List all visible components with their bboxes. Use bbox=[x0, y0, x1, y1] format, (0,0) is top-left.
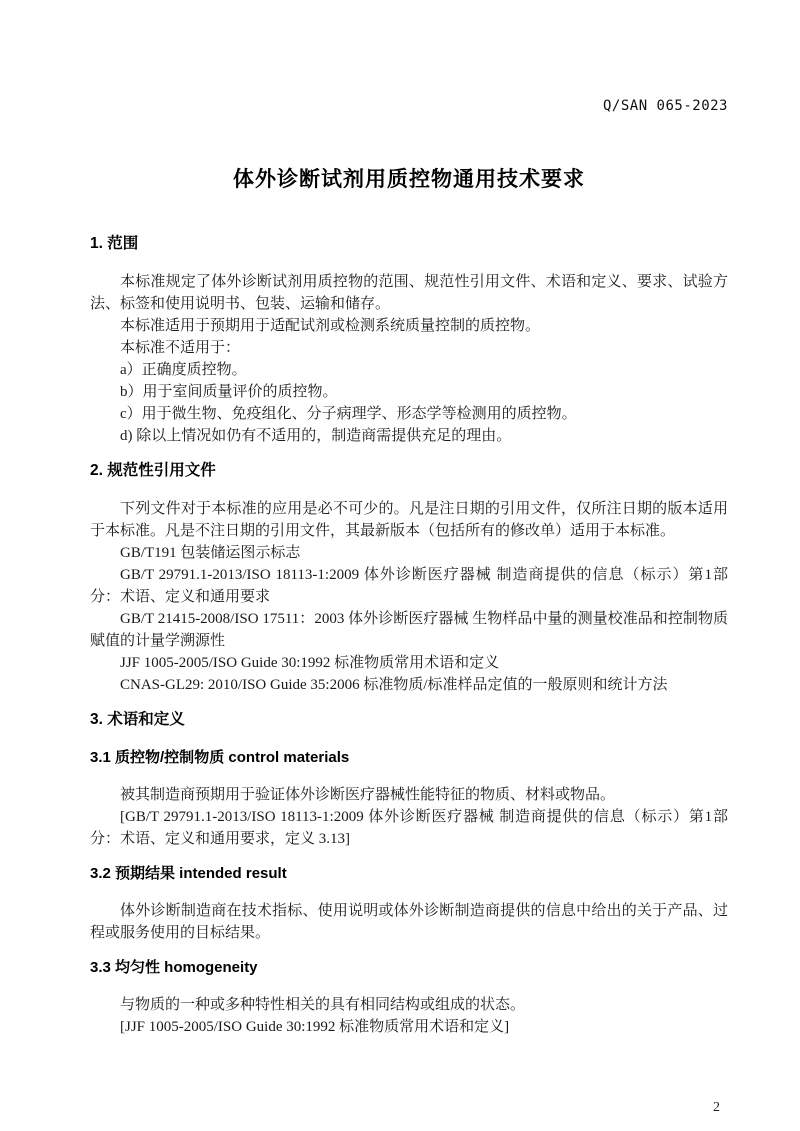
section-heading-normative-references: 2. 规范性引用文件 bbox=[90, 462, 216, 479]
reference-item: JJF 1005-2005/ISO Guide 30:1992 标准物质常用术语和定义 bbox=[120, 655, 500, 671]
paragraph: 本标准不适用于： bbox=[120, 340, 241, 356]
document-number: Q/SAN 065-2023 bbox=[602, 98, 728, 114]
reference-item: GB/T 29791.1-2013/ISO 18113-1:2009 体外诊断医疗器械 制造商提供的信息（标示）第1部分：术语、定义和通用要求 bbox=[90, 567, 728, 605]
subsection-heading-control-materials: 3.1 质控物/控制物质 control materials bbox=[90, 749, 350, 766]
subsection-heading-intended-result: 3.2 预期结果 intended result bbox=[90, 865, 287, 882]
section-heading-terms-definitions: 3. 术语和定义 bbox=[90, 711, 185, 728]
paragraph: 被其制造商预期用于验证体外诊断医疗器械性能特征的物质、材料或物品。 bbox=[120, 787, 616, 803]
reference-item: CNAS-GL29: 2010/ISO Guide 35:2006 标准物质/标准样品定值的一般原则和统计方法 bbox=[120, 677, 668, 693]
paragraph: [JJF 1005-2005/ISO Guide 30:1992 标准物质常用术语和定义] bbox=[120, 1019, 510, 1035]
reference-item: GB/T 21415-2008/ISO 17511：2003 体外诊断医疗器械 生物样品中量的测量校准品和控制物质赋值的计量学溯源性 bbox=[90, 611, 728, 649]
page-number: 2 bbox=[713, 1100, 720, 1115]
paragraph: [GB/T 29791.1-2013/ISO 18113-1:2009 体外诊断医疗器械 制造商提供的信息（标示）第1部分：术语、定义和通用要求，定义 3.13] bbox=[90, 809, 728, 847]
reference-item: GB/T191 包装储运图示标志 bbox=[120, 545, 301, 561]
list-item-b: b）用于室间质量评价的质控物。 bbox=[120, 384, 338, 400]
paragraph: 体外诊断制造商在技术指标、使用说明或体外诊断制造商提供的信息中给出的关于产品、过程或服务使用的目标结果。 bbox=[90, 903, 728, 941]
list-item-d: d) 除以上情况如仍有不适用的，制造商需提供充足的理由。 bbox=[120, 428, 512, 444]
document-title: 体外诊断试剂用质控物通用技术要求 bbox=[233, 168, 585, 191]
paragraph: 下列文件对于本标准的应用是必不可少的。凡是注日期的引用文件，仅所注日期的版本适用于本标准。凡是不注日期的引用文件，其最新版本（包括所有的修改单）适用于本标准。 bbox=[90, 501, 728, 539]
document-body bbox=[90, 233, 728, 1038]
paragraph: 本标准规定了体外诊断试剂用质控物的范围、规范性引用文件、术语和定义、要求、试验方法、标签和使用说明书、包装、运输和储存。 bbox=[90, 274, 728, 312]
paragraph: 与物质的一种或多种特性相关的具有相同结构或组成的状态。 bbox=[120, 997, 526, 1013]
section-heading-scope: 1. 范围 bbox=[90, 235, 139, 252]
paragraph: 本标准适用于预期用于适配试剂或检测系统质量控制的质控物。 bbox=[120, 318, 541, 334]
list-item-c: c）用于微生物、免疫组化、分子病理学、形态学等检测用的质控物。 bbox=[120, 406, 577, 422]
list-item-a: a）正确度质控物。 bbox=[120, 362, 247, 378]
subsection-heading-homogeneity: 3.3 均匀性 homogeneity bbox=[90, 959, 258, 976]
